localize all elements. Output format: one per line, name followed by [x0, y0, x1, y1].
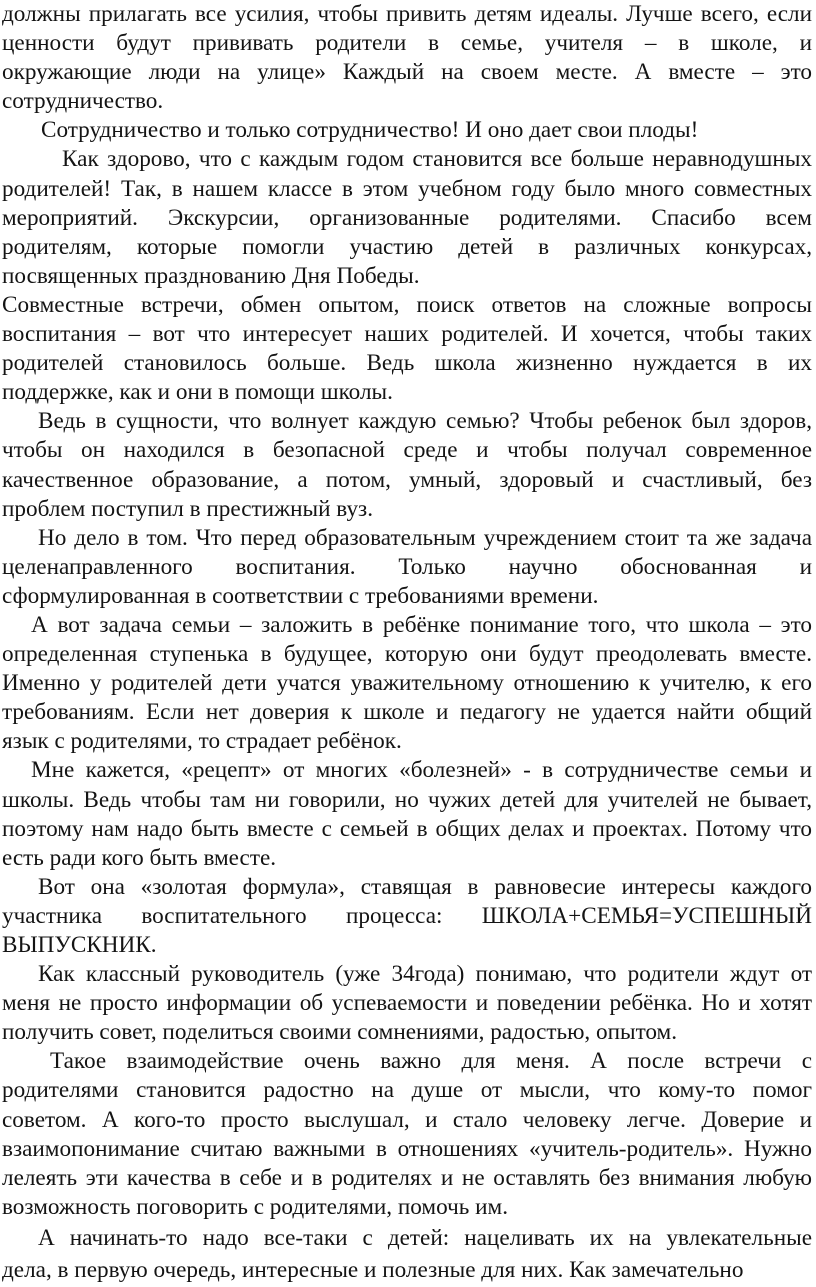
text-line: мероприятий. Экскурсии, организованные родителями. Спасибо всем — [2, 204, 812, 231]
text-line: участника воспитательного процесса: ШКОЛА+СЕМЬЯ=УСПЕШНЫЙ — [2, 902, 812, 929]
paragraph — [2, 0, 812, 116]
text-line: чтобы он находился в безопасной среде и чтобы получал современное — [2, 437, 812, 464]
text-line: есть ради кого быть вместе. — [2, 844, 277, 871]
paragraph — [2, 611, 812, 756]
paragraph — [2, 756, 812, 872]
text-line: родителями становится радостно на душе от мысли, что кому-то помог — [2, 1077, 812, 1104]
text-line: поэтому нам надо быть вместе с семьей в общих делах и проектах. Потому что — [2, 815, 812, 842]
text-line: окружающие люди на улице» Каждый на своем месте. А вместе – это — [2, 59, 812, 86]
paragraph — [2, 1222, 812, 1287]
text-line: школы. Ведь чтобы там ни говорили, но чужих детей для учителей не бывает, — [2, 786, 812, 813]
text-line: должны прилагать все усилия, чтобы привить детям идеалы. Лучше всего, если — [2, 1, 812, 27]
text-line: Но дело в том. Что перед образовательным учреждением стоит та же задача — [38, 524, 812, 551]
text-line: родителей становилось больше. Ведь школа жизненно нуждается в их — [2, 350, 812, 377]
text-line: Ведь в сущности, что волнует каждую семью? Чтобы ребенок был здоров, — [38, 408, 812, 435]
text-line: язык с родителями, то страдает ребёнок. — [2, 728, 402, 755]
paragraph — [2, 960, 812, 1047]
text-line: Как здорово, что с каждым годом становится все больше неравнодушных — [62, 146, 812, 173]
paragraph — [2, 1047, 812, 1222]
paragraph — [2, 291, 812, 407]
text-line: Именно у родителей дети учатся уважительному отношению к учителю, к его — [2, 670, 812, 697]
paragraph — [2, 116, 812, 145]
text-line: родителей! Так, в нашем классе в этом учебном году было много совместных — [2, 175, 812, 202]
text-line: Совместные встречи, обмен опытом, поиск ответов на сложные вопросы — [2, 291, 812, 318]
text-line: А начинать-то надо все-таки с детей: нацеливать их на увлекательные — [38, 1224, 812, 1251]
text-line: определенная ступенька в будущее, которую они будут преодолевать вместе. — [2, 641, 812, 668]
text-line: ВЫПУСКНИК. — [2, 932, 157, 958]
text-line: советом. А кого-то просто выслушал, и стало человеку легче. Доверие и — [2, 1106, 812, 1133]
text-line: поддержке, как и они в помощи школы. — [2, 379, 393, 406]
text-line: получить совет, поделиться своими сомнениями, радостью, опытом. — [2, 1019, 678, 1046]
paragraph — [2, 407, 812, 523]
text-line: качественное образование, а потом, умный, здоровый и счастливый, без — [2, 466, 812, 493]
text-line: проблем поступил в престижный вуз. — [2, 495, 373, 522]
paragraph — [2, 524, 812, 611]
text-line: Такое взаимодействие очень важно для меня. А после встречи с — [50, 1048, 812, 1075]
text-line: меня не просто информации об успеваемости и поведении ребёнка. Но и хотят — [2, 990, 812, 1017]
text-line: дела, в первую очередь, интересные и полезные для них. Как замечательно — [2, 1257, 744, 1284]
paragraph — [2, 145, 812, 290]
text-line: целенаправленного воспитания. Только научно обоснованная и — [2, 553, 812, 580]
text-line: Сотрудничество и только сотрудничество! И оно дает свои плоды! — [41, 117, 699, 144]
text-line: воспитания – вот что интересует наших родителей. И хочется, чтобы таких — [2, 321, 812, 348]
text-line: посвященных празднованию Дня Победы. — [2, 262, 420, 289]
text-line: сотрудничество. — [2, 88, 164, 115]
text-line: возможность поговорить с родителями, помочь им. — [2, 1193, 509, 1220]
text-line: лелеять эти качества в себе и в родителях и не оставлять без внимания любую — [2, 1164, 812, 1191]
text-line: А вот задача семьи – заложить в ребёнке понимание того, что школа – это — [31, 611, 812, 638]
text-line: Вот она «золотая формула», ставящая в равновесие интересы каждого — [38, 873, 812, 900]
text-line: взаимопонимание считаю важными в отношениях «учитель-родитель». Нужно — [2, 1135, 812, 1162]
text-line: требованиям. Если нет доверия к школе и педагогу не удается найти общий — [2, 699, 812, 726]
text-line: Мне кажется, «рецепт» от многих «болезней» - в сотрудничестве семьи и — [31, 757, 812, 784]
text-line: родителям, которые помогли участию детей в различных конкурсах, — [2, 233, 812, 260]
text-line: ценности будут прививать родители в семье, учителя – в школе, и — [2, 30, 812, 57]
text-line: сформулированная в соответствии с требованиями времени. — [2, 582, 599, 609]
text-line: Как классный руководитель (уже 34года) понимаю, что родители ждут от — [38, 961, 812, 988]
paragraph — [2, 873, 812, 960]
